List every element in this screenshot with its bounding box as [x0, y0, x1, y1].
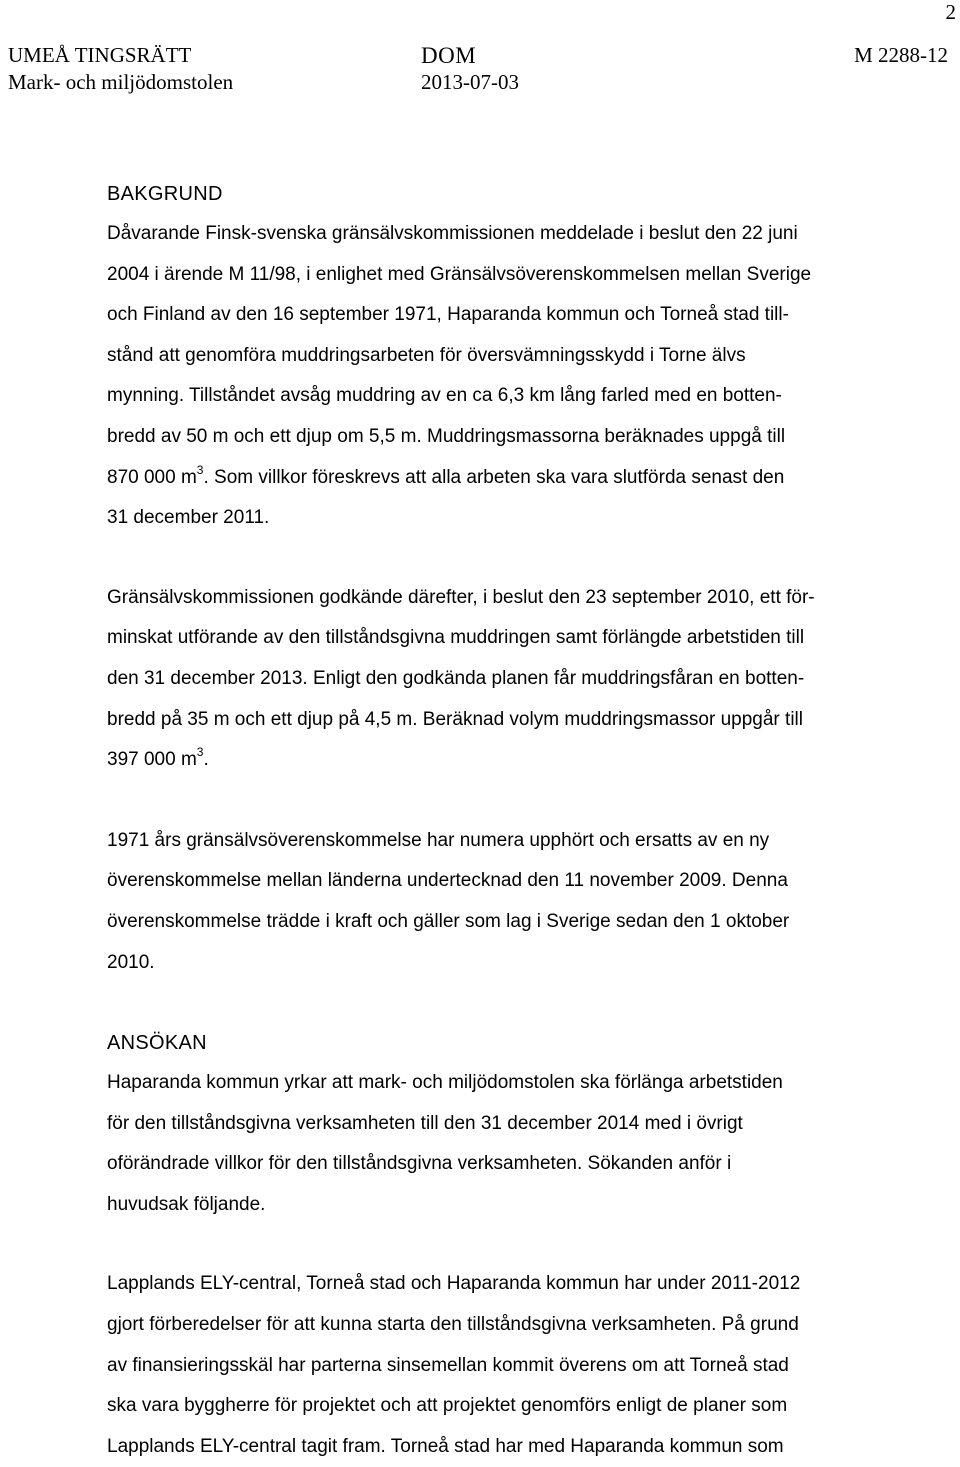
- text-fragment: . Som villkor föreskrevs att alla arbeten ska vara slutförda senast den: [203, 466, 785, 488]
- text-line: huvudsak följande.: [107, 1193, 266, 1215]
- court-division: Mark- och miljödomstolen: [8, 70, 234, 94]
- document-body: [107, 174, 907, 1467]
- case-number: M 2288-12: [854, 43, 948, 67]
- court-name: UMEÅ TINGSRÄTT: [8, 43, 192, 67]
- text-line: gjort förberedelser för att kunna starta den tillståndsgivna verksamheten. På grund: [107, 1314, 799, 1336]
- text-line: stånd att genomföra muddringsarbeten för översvämningsskydd i Torne älvs: [107, 344, 746, 366]
- text-line: överenskommelse trädde i kraft och gäller som lag i Sverige sedan den 1 oktober: [107, 910, 790, 932]
- court-block: [8, 42, 233, 96]
- paragraph-bakgrund-2: [107, 578, 907, 781]
- text-line: 2004 i ärende M 11/98, i enlighet med Gränsälvsöverenskommelsen mellan Sverige: [107, 263, 812, 285]
- text-line: för den tillståndsgivna verksamheten till den 31 december 2014 med i övrigt: [107, 1112, 743, 1134]
- text-line: [107, 458, 907, 499]
- section-heading-bakgrund: BAKGRUND: [107, 183, 223, 205]
- text-line: ska vara byggherre för projektet och att projektet genomförs enligt de planer som: [107, 1395, 788, 1417]
- paragraph-ansokan-1: [107, 1063, 907, 1225]
- document-type-block: [421, 42, 519, 96]
- text-line: oförändrade villkor för den tillståndsgivna verksamheten. Sökanden anför i: [107, 1153, 732, 1175]
- text-line: [107, 740, 907, 781]
- text-line: Gränsälvskommissionen godkände därefter, i beslut den 23 september 2010, ett för-: [107, 586, 815, 608]
- volume-value: 870 000 m: [107, 466, 197, 488]
- text-line: Dåvarande Finsk-svenska gränsälvskommissionen meddelade i beslut den 22 juni: [107, 223, 798, 244]
- text-line: mynning. Tillståndet avsåg muddring av en ca 6,3 km lång farled med en botten-: [107, 385, 782, 407]
- volume-value: 397 000 m: [107, 749, 197, 771]
- text-line: Lapplands ELY-central, Torneå stad och Haparanda kommun har under 2011-2012: [107, 1273, 801, 1295]
- text-line: minskat utförande av den tillståndsgivna muddringen samt förlängde arbetstiden till: [107, 627, 805, 649]
- text-line: bredd på 35 m och ett djup på 4,5 m. Beräknad volym muddringsmassor uppgår till: [107, 708, 803, 730]
- document-type: DOM: [421, 43, 477, 68]
- text-line: 2010.: [107, 951, 155, 973]
- paragraph-bakgrund-3: [107, 821, 907, 983]
- text-fragment: .: [203, 749, 209, 771]
- page-number: 2: [945, 0, 956, 24]
- paragraph-bakgrund-1: [107, 214, 907, 539]
- text-line: Lapplands ELY-central tagit fram. Torneå stad har med Haparanda kommun som: [107, 1435, 784, 1457]
- text-line: Haparanda kommun yrkar att mark- och miljödomstolen ska förlänga arbetstiden: [107, 1072, 783, 1094]
- text-line: av finansieringsskäl har parterna sinsemellan kommit överens om att Torneå stad: [107, 1354, 789, 1376]
- text-line: överenskommelse mellan länderna undertecknad den 11 november 2009. Denna: [107, 870, 788, 892]
- paragraph-ansokan-2: [107, 1264, 907, 1467]
- text-line: bredd av 50 m och ett djup om 5,5 m. Muddringsmassorna beräknades uppgå till: [107, 425, 786, 447]
- text-line: 31 december 2011.: [107, 507, 270, 529]
- text-line: 1971 års gränsälvsöverenskommelse har numera upphört och ersatts av en ny: [107, 829, 770, 851]
- superscript: 3: [196, 745, 204, 760]
- document-header: [0, 42, 960, 102]
- document-date: 2013-07-03: [421, 70, 519, 94]
- superscript: 3: [196, 462, 204, 477]
- text-line: den 31 december 2013. Enligt den godkända planen får muddringsfåran en botten-: [107, 667, 805, 689]
- text-line: och Finland av den 16 september 1971, Haparanda kommun och Torneå stad till-: [107, 304, 789, 326]
- section-heading-ansokan: ANSÖKAN: [107, 1032, 207, 1055]
